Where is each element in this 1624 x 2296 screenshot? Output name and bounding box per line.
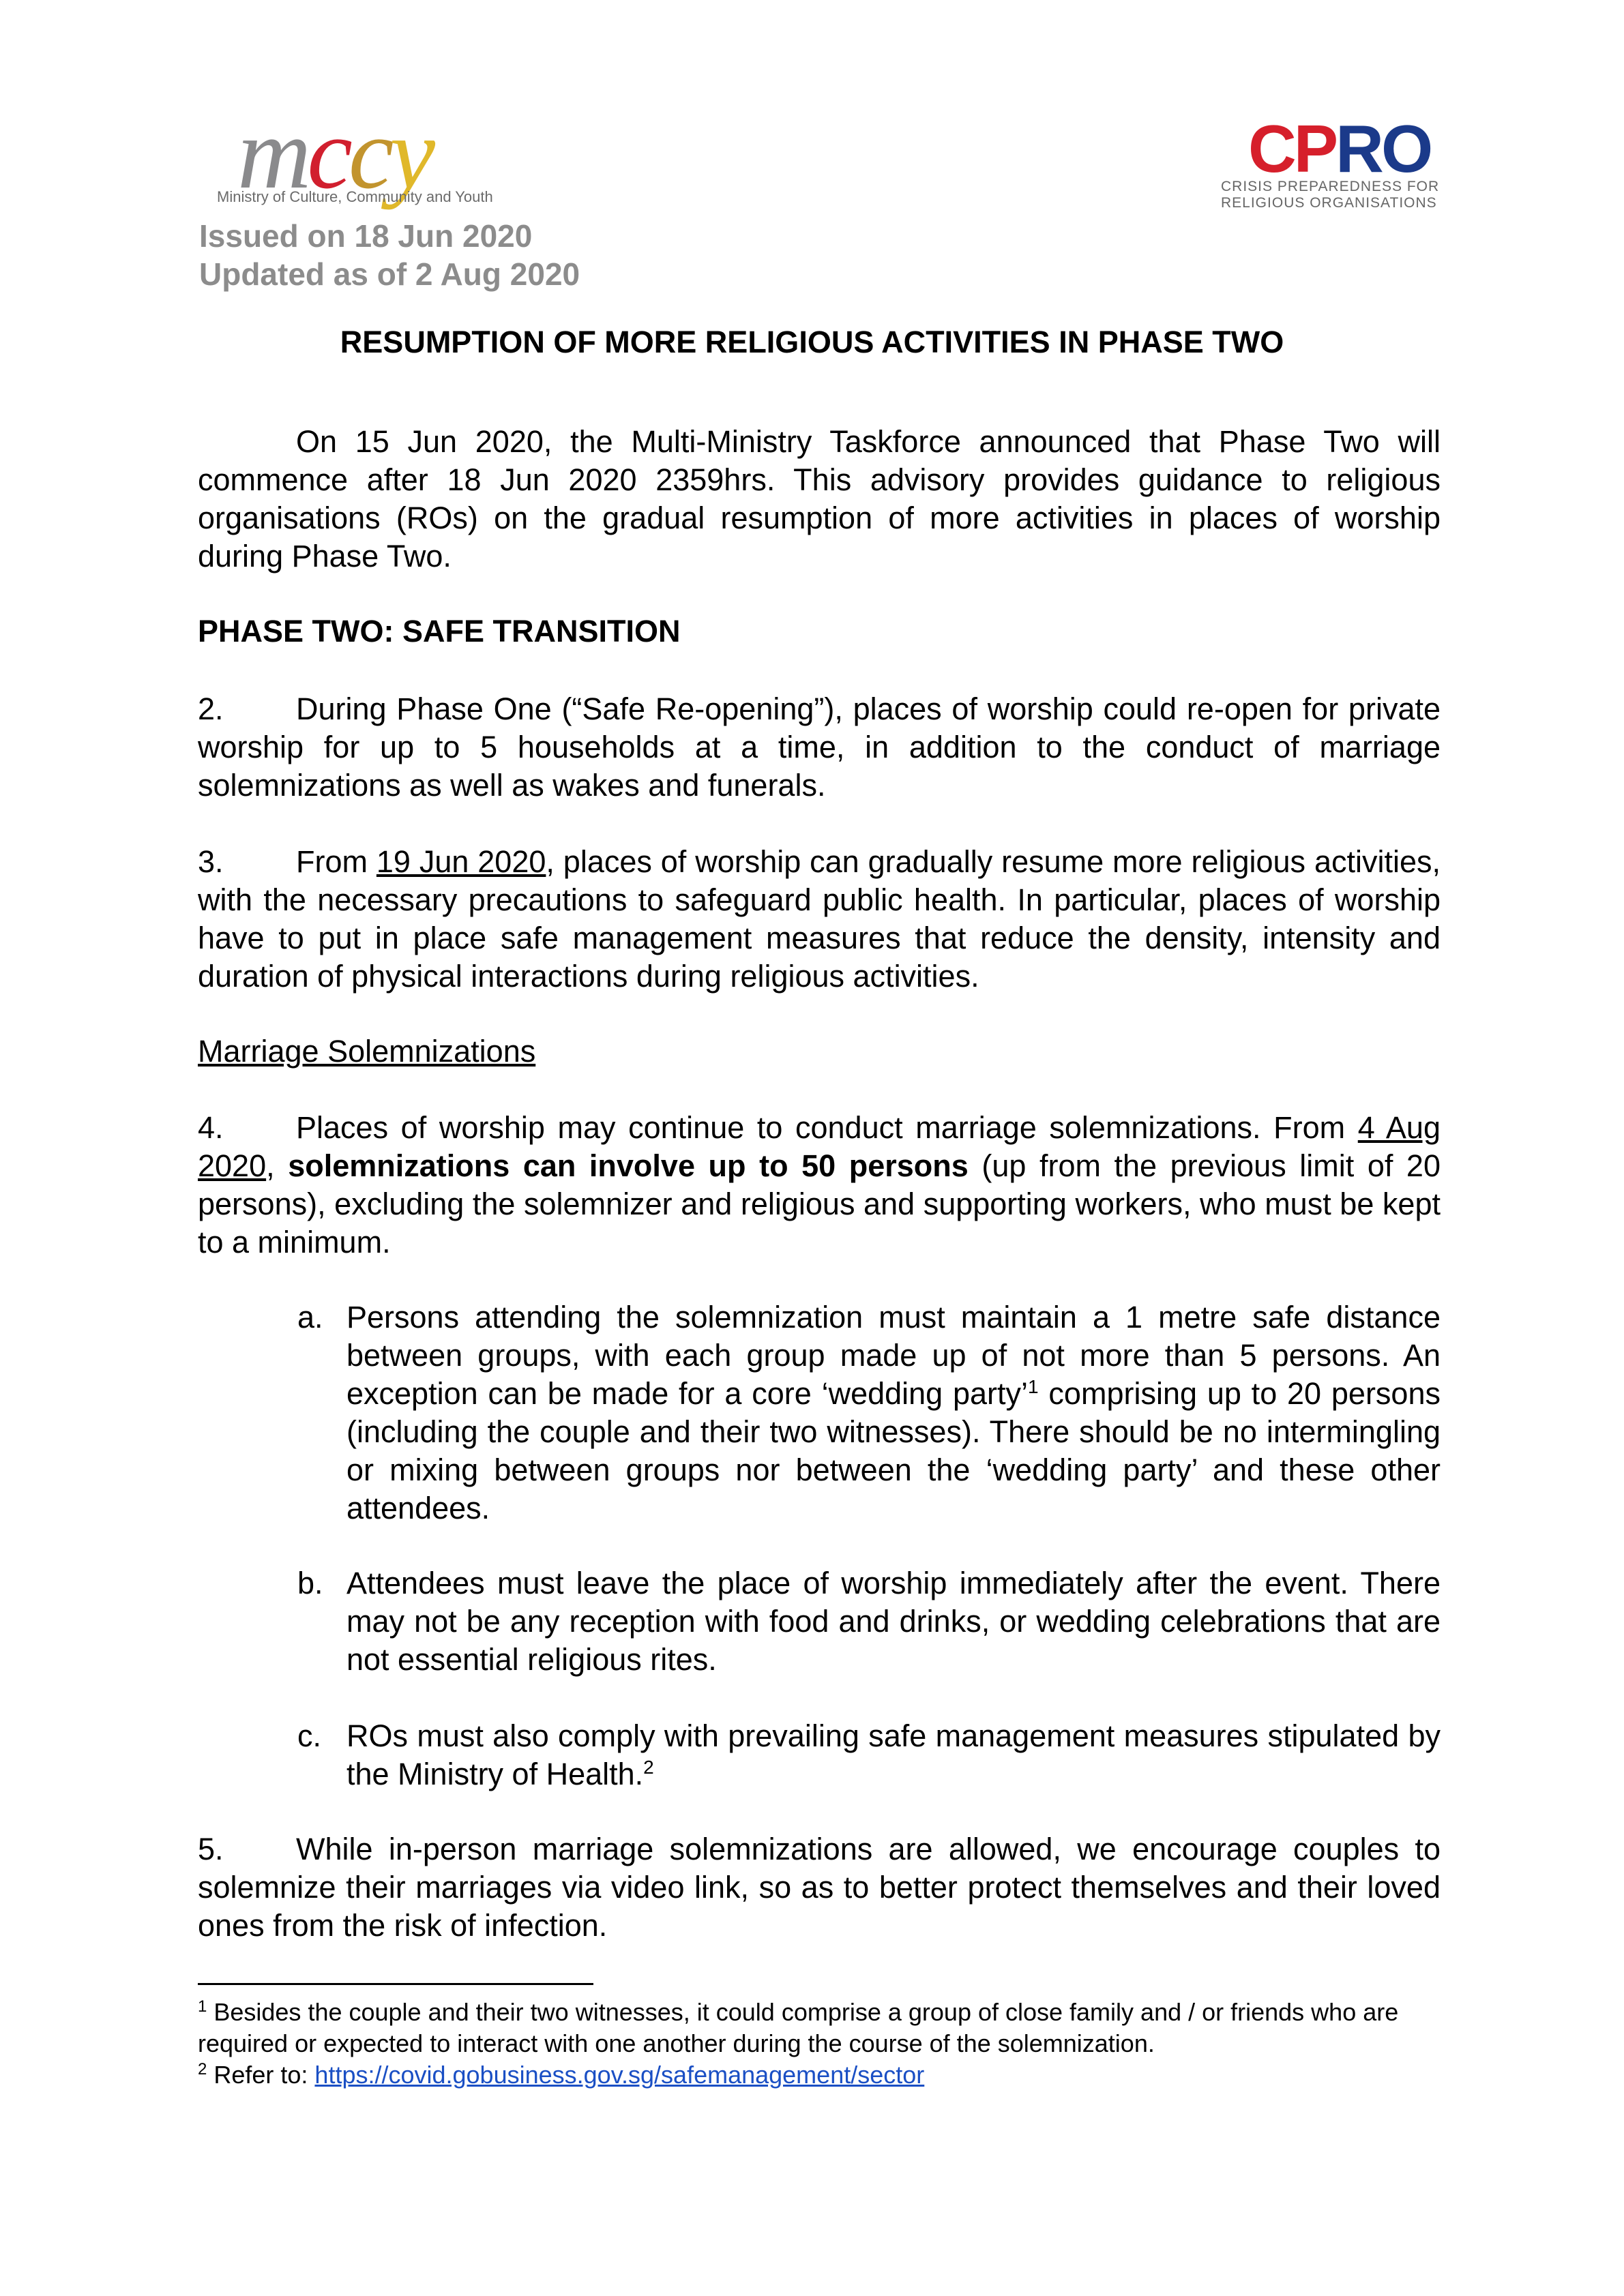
footnotes: [198, 1997, 1441, 2091]
paragraph-text: , places of worship can gradually resume more religious activities, with the necessary precautions to safeguard public health. In particular, places of worship have to put in place safe management measures that reduce the density, intensity and duration of physical interactions during religious activities.: [198, 844, 1441, 994]
paragraph-4: [198, 1109, 1441, 1262]
paragraph-text: During Phase One (“Safe Re-opening”), places of worship could re-open for private worship for up to 5 households at a time, in addition to the conduct of marriage solemnizations as well as wakes and funerals.: [198, 691, 1441, 803]
paragraph-text: While in-person marriage solemnizations are allowed, we encourage couples to solemnize their marriages via video link, so as to better protect themselves and their loved ones from the risk of infection.: [198, 1832, 1441, 1943]
paragraph-number: 5.: [198, 1832, 224, 1866]
updated-date: Updated as of 2 Aug 2020: [199, 256, 580, 292]
subheading-marriage: Marriage Solemnizations: [198, 1034, 536, 1069]
list-text: ROs must also comply with prevailing safe management measures stipulated by the Ministry of Health.: [346, 1718, 1441, 1791]
cpro-wordmark: CPRO: [1248, 111, 1431, 186]
cpro-tagline: [1221, 179, 1439, 211]
list-item: [297, 1717, 1441, 1793]
paragraph-number: 3.: [198, 844, 224, 879]
list-text: Attendees must leave the place of worship immediately after the event. There may not be any reception with food and drinks, or wedding celebrations that are not essential religious rites.: [346, 1566, 1441, 1677]
list-marker: c.: [297, 1718, 322, 1753]
paragraph-text: (up from the previous limit of 20 persons), excluding the solemnizer and religious and supporting workers, who must be kept to a minimum.: [198, 1148, 1441, 1259]
footnote-ref: 2: [643, 1757, 654, 1778]
mccy-logo-subtitle: Ministry of Culture, Community and Youth: [217, 188, 493, 205]
footnote-link[interactable]: https://covid.gobusiness.gov.sg/safemanagement/sector: [314, 2061, 925, 2089]
footnote-number: 2: [198, 2060, 207, 2078]
list-marker: a.: [297, 1300, 323, 1335]
list-text: Persons attending the solemnization must maintain a 1 metre safe distance between groups, with each group made up of not more than 5 persons. An exception can be made for a core ‘wedding party’: [346, 1300, 1441, 1411]
footnote-divider: [198, 1983, 593, 1985]
bold-limit: solemnizations can involve up to 50 persons: [288, 1148, 969, 1183]
paragraph-lead: From: [296, 844, 377, 879]
paragraph-lead: Places of worship may continue to conduct marriage solemnizations. From: [296, 1110, 1358, 1145]
intro-paragraph: [198, 423, 1441, 576]
date-underlined: 19 Jun 2020: [376, 844, 546, 879]
paragraph-number: 4.: [198, 1110, 224, 1145]
issue-dates: [199, 217, 580, 293]
date-underlined: 4 Aug 2020: [198, 1110, 1441, 1183]
footnote-ref: 1: [1028, 1376, 1039, 1397]
mccy-wordmark: mccy: [237, 97, 432, 210]
paragraph-number: 2.: [198, 691, 224, 726]
footnote-text: Besides the couple and their two witnesses, it could comprise a group of close family and / or friends who are required or expected to interact with one another during the course of the solemnization.: [198, 1998, 1399, 2057]
paragraph-2: [198, 690, 1441, 805]
paragraph-3: [198, 843, 1441, 996]
cpro-tagline-line2: RELIGIOUS ORGANISATIONS: [1221, 195, 1437, 211]
list-item: [297, 1564, 1441, 1679]
mccy-logo: [205, 97, 532, 211]
list-item: [297, 1298, 1441, 1527]
cpro-logo: [1221, 111, 1446, 217]
footnote-text: Refer to:: [207, 2061, 315, 2089]
list-marker: b.: [297, 1566, 323, 1600]
list-text-cont: comprising up to 20 persons (including the couple and their two witnesses). There should be no intermingling or mixing between groups nor between the ‘wedding party’ and these other attendees.: [346, 1376, 1441, 1525]
cpro-tagline-line1: CRISIS PREPAREDNESS FOR: [1221, 179, 1440, 194]
footnote-2: [198, 2059, 1441, 2091]
footnote-1: [198, 1997, 1441, 2059]
intro-text: On 15 Jun 2020, the Multi-Ministry Taskforce announced that Phase Two will commence after 18 Jun 2020 2359hrs. This advisory provides guidance to religious organisations (ROs) on the gradual resumption of more activities in places of worship during Phase Two.: [198, 424, 1441, 573]
section-heading: PHASE TWO: SAFE TRANSITION: [198, 614, 681, 648]
paragraph-5: [198, 1830, 1441, 1945]
footnote-number: 1: [198, 1997, 207, 2016]
document-title: RESUMPTION OF MORE RELIGIOUS ACTIVITIES IN PHASE TWO: [340, 325, 1284, 359]
issued-date: Issued on 18 Jun 2020: [199, 218, 533, 254]
separator: ,: [266, 1148, 289, 1183]
